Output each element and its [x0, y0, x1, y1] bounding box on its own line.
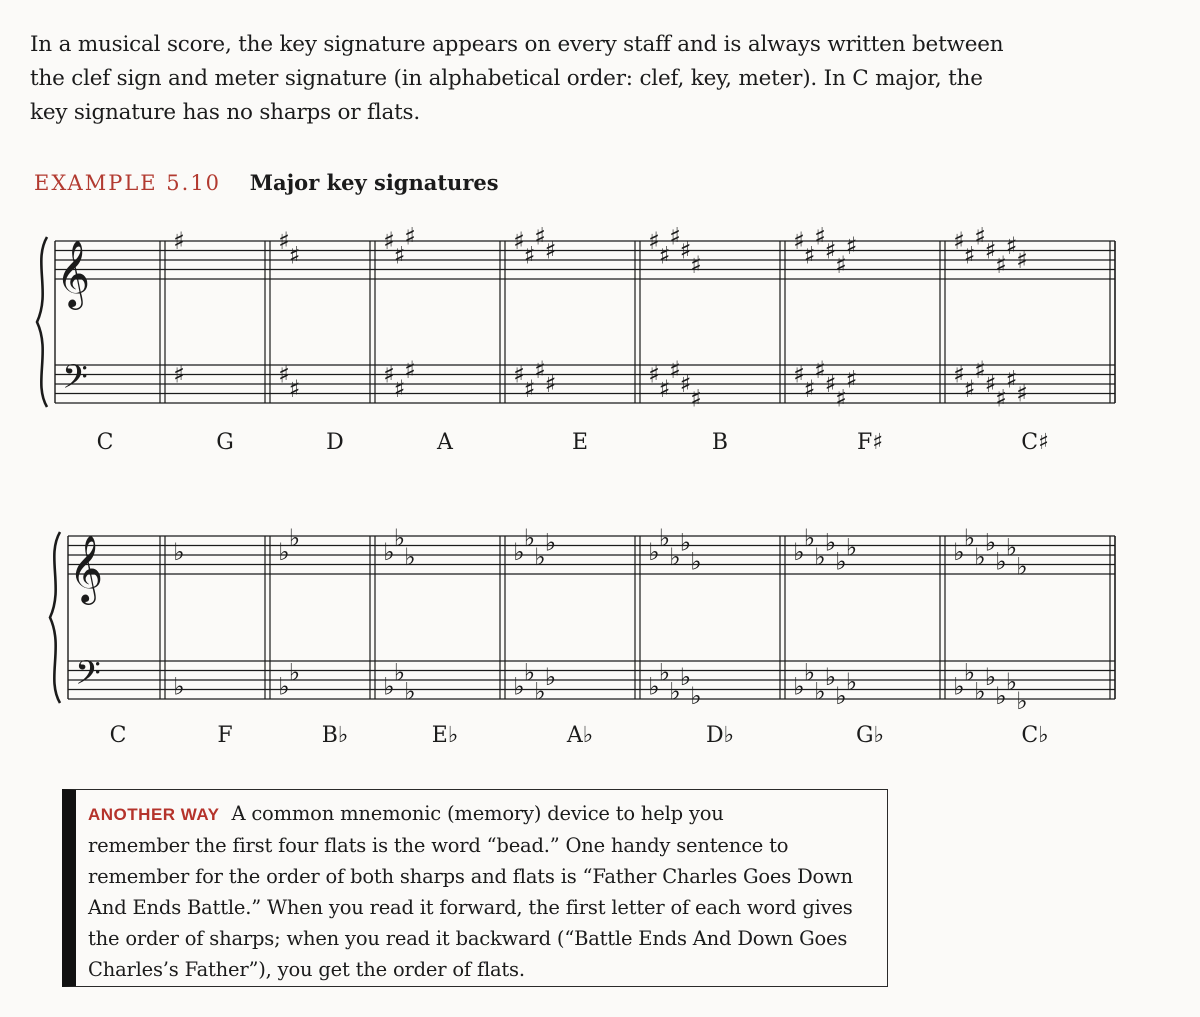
sharp-sign-icon: ♯: [288, 241, 301, 270]
flat-sign-icon: ♭: [278, 672, 290, 701]
callout-line-text: A common mnemonic (memory) device to help you: [231, 802, 724, 825]
sharp-sign-icon: ♯: [690, 250, 702, 279]
flat-sign-icon: ♭: [523, 658, 536, 687]
flat-sign-icon: ♭: [984, 528, 997, 557]
sharp-sign-icon: ♯: [814, 355, 826, 384]
sharp-sign-icon: ♯: [669, 355, 681, 384]
callout-line: the order of sharps; when you read it backward (“Battle Ends And Down Goes: [88, 927, 848, 950]
key-name-label: B: [711, 430, 729, 455]
sharp-sign-icon: ♯: [648, 360, 660, 389]
sharp-sign-icon: ♯: [845, 365, 858, 394]
sharp-sign-icon: ♯: [393, 241, 406, 270]
key-name-label: G: [216, 430, 234, 455]
flat-sign-icon: ♭: [803, 523, 816, 552]
callout-line: And Ends Battle.” When you read it forward, the first letter of each word gives: [88, 896, 853, 919]
flat-sign-icon: ♭: [669, 677, 681, 706]
sharp-sign-icon: ♯: [963, 374, 976, 403]
flat-sign-icon: ♭: [963, 658, 976, 687]
key-name-label: F: [217, 723, 233, 748]
flat-sign-icon: ♭: [383, 672, 395, 701]
sharp-sign-icon: ♯: [534, 222, 546, 251]
sharp-sign-icon: ♯: [1016, 246, 1028, 274]
key-name-label: C: [96, 430, 114, 455]
sharp-sign-icon: ♯: [1005, 231, 1018, 260]
sharp-sign-icon: ♯: [658, 374, 671, 403]
sharp-sign-icon: ♯: [534, 355, 546, 384]
sharp-sign-icon: ♯: [669, 222, 681, 251]
sharp-sign-icon: ♯: [814, 222, 826, 251]
flat-sign-icon: ♭: [544, 663, 557, 691]
sharp-sign-icon: ♯: [845, 231, 858, 260]
another-way-callout: [62, 789, 888, 987]
sharp-sign-icon: ♯: [404, 222, 416, 251]
sharp-sign-icon: ♯: [513, 227, 525, 255]
flat-sign-icon: ♭: [984, 663, 997, 691]
flat-sign-icon: ♭: [288, 523, 301, 552]
flat-sign-icon: ♭: [658, 523, 671, 552]
flat-sign-icon: ♭: [1005, 533, 1018, 562]
sharp-sign-icon: ♯: [278, 360, 290, 389]
bass-clef-icon: 𝄢: [75, 654, 101, 701]
flat-sign-icon: ♭: [173, 538, 185, 566]
sharp-sign-icon: ♯: [393, 374, 406, 403]
sharp-sign-icon: ♯: [544, 370, 557, 398]
key-name-label: B♭: [321, 723, 349, 748]
example-label: EXAMPLE 5.10: [34, 171, 222, 195]
sharp-sign-icon: ♯: [513, 360, 525, 389]
sharp-sign-icon: ♯: [383, 360, 395, 389]
key-name-label: F♯: [857, 430, 883, 455]
grand-staff-brace: [37, 237, 47, 407]
sharp-sign-icon: ♯: [383, 227, 395, 255]
sharp-sign-icon: ♯: [278, 227, 290, 255]
flat-sign-icon: ♭: [658, 658, 671, 687]
sharp-sign-icon: ♯: [523, 374, 536, 403]
sharp-sign-icon: ♯: [1016, 379, 1028, 408]
flat-sign-icon: ♭: [835, 682, 847, 710]
sharp-sign-icon: ♯: [984, 236, 997, 265]
flat-sign-icon: ♭: [953, 538, 965, 566]
sharp-sign-icon: ♯: [824, 236, 837, 265]
sharp-sign-icon: ♯: [173, 227, 185, 255]
callout-heading: ANOTHER WAY: [88, 805, 220, 824]
flat-sign-icon: ♭: [679, 663, 692, 691]
flat-sign-icon: ♭: [824, 528, 837, 557]
key-name-label: G♭: [856, 723, 884, 748]
flat-sign-icon: ♭: [513, 672, 525, 701]
flat-sign-icon: ♭: [690, 682, 702, 710]
sharp-sign-icon: ♯: [648, 227, 660, 255]
sharp-sign-icon: ♯: [824, 370, 837, 398]
flat-sign-icon: ♭: [793, 538, 805, 566]
key-name-label: A: [437, 430, 453, 455]
flat-sign-icon: ♭: [513, 538, 525, 566]
flat-sign-icon: ♭: [814, 542, 826, 571]
intro-line: key signature has no sharps or flats.: [30, 100, 420, 125]
flat-sign-icon: ♭: [1005, 667, 1018, 696]
sharp-sign-icon: ♯: [544, 236, 557, 265]
flat-sign-icon: ♭: [845, 533, 858, 562]
key-name-label: C: [109, 723, 127, 748]
flat-sign-icon: ♭: [534, 542, 546, 571]
flat-sign-icon: ♭: [544, 528, 557, 557]
sharp-sign-icon: ♯: [995, 250, 1007, 279]
flat-sign-icon: ♭: [835, 547, 847, 576]
flat-sign-icon: ♭: [648, 672, 660, 701]
flat-sign-icon: ♭: [288, 658, 301, 687]
flat-sign-icon: ♭: [393, 658, 406, 687]
key-name-label: D: [326, 430, 344, 455]
sharp-sign-icon: ♯: [173, 360, 185, 389]
flat-sign-icon: ♭: [1016, 552, 1028, 581]
flat-sign-icon: ♭: [690, 547, 702, 576]
sharp-sign-icon: ♯: [963, 241, 976, 270]
sharp-sign-icon: ♯: [288, 374, 301, 403]
sharp-sign-icon: ♯: [803, 374, 816, 403]
callout-line: Charles’s Father”), you get the order of flats.: [88, 958, 525, 981]
example-title: Major key signatures: [249, 170, 499, 195]
sharp-sign-icon: ♯: [953, 360, 965, 389]
sharp-sign-icon: ♯: [995, 384, 1007, 413]
key-name-label: C♭: [1021, 723, 1049, 748]
key-name-label: E: [571, 430, 589, 455]
flat-sign-icon: ♭: [803, 658, 816, 687]
sharp-sign-icon: ♯: [953, 227, 965, 255]
intro-line: the clef sign and meter signature (in alphabetical order: clef, key, meter). In C major, the: [30, 66, 983, 91]
sharp-sign-icon: ♯: [658, 241, 671, 270]
flat-sign-icon: ♭: [995, 547, 1007, 576]
flat-sign-icon: ♭: [995, 682, 1007, 710]
sharp-sign-icon: ♯: [835, 250, 847, 279]
sharp-sign-icon: ♯: [835, 384, 847, 413]
flat-sign-icon: ♭: [278, 538, 290, 566]
callout-line: remember the first four flats is the word “bead.” One handy sentence to: [88, 834, 789, 857]
flat-sign-icon: ♭: [793, 672, 805, 701]
flat-sign-icon: ♭: [814, 677, 826, 706]
flat-sign-icon: ♭: [404, 677, 416, 706]
flat-sign-icon: ♭: [824, 663, 837, 691]
sharp-sign-icon: ♯: [679, 236, 692, 265]
flat-sign-icon: ♭: [383, 538, 395, 566]
sharp-sign-icon: ♯: [690, 384, 702, 413]
key-name-label: C♯: [1021, 430, 1049, 455]
key-name-label: A♭: [566, 723, 594, 748]
sharp-sign-icon: ♯: [679, 370, 692, 398]
sharp-sign-icon: ♯: [404, 355, 416, 384]
sharp-sign-icon: ♯: [523, 241, 536, 270]
flat-sign-icon: ♭: [393, 523, 406, 552]
sharp-sign-icon: ♯: [793, 360, 805, 389]
sharp-sign-icon: ♯: [984, 370, 997, 398]
key-name-label: D♭: [705, 723, 735, 748]
flat-sign-icon: ♭: [404, 542, 416, 571]
flat-sign-icon: ♭: [173, 672, 185, 701]
flat-sign-icon: ♭: [1016, 686, 1028, 715]
flat-sign-icon: ♭: [648, 538, 660, 566]
flat-sign-icon: ♭: [974, 677, 986, 706]
treble-clef-icon: 𝄞: [55, 239, 91, 307]
key-name-label: E♭: [431, 723, 459, 748]
grand-staff-brace: [50, 532, 60, 703]
flat-sign-icon: ♭: [523, 523, 536, 552]
sharp-sign-icon: ♯: [974, 222, 986, 251]
flat-sign-icon: ♭: [534, 677, 546, 706]
sharp-sign-icon: ♯: [793, 227, 805, 255]
flat-sign-icon: ♭: [953, 672, 965, 701]
intro-line: In a musical score, the key signature appears on every staff and is always written between: [30, 32, 1004, 57]
bass-clef-icon: 𝄢: [62, 358, 88, 405]
flat-sign-icon: ♭: [669, 542, 681, 571]
flat-sign-icon: ♭: [845, 667, 858, 696]
flat-sign-icon: ♭: [679, 528, 692, 557]
sharp-sign-icon: ♯: [1005, 365, 1018, 394]
flat-sign-icon: ♭: [974, 542, 986, 571]
sharp-sign-icon: ♯: [974, 355, 986, 384]
flat-sign-icon: ♭: [963, 523, 976, 552]
sharp-sign-icon: ♯: [803, 241, 816, 270]
treble-clef-icon: 𝄞: [68, 534, 104, 602]
callout-line: remember for the order of both sharps and flats is “Father Charles Goes Down: [88, 865, 853, 888]
callout-line: [88, 798, 875, 830]
